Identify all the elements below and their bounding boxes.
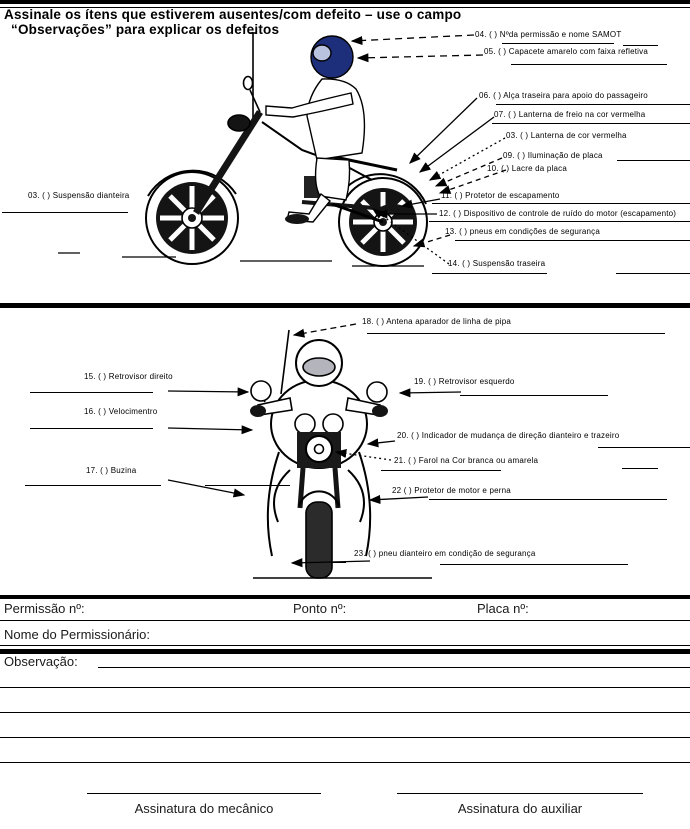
write-line: [455, 240, 690, 241]
headlight-side: [228, 115, 250, 131]
checklist-item-23: 23. ( ) pneu dianteiro em condição de segurança: [354, 549, 536, 558]
checklist-item-19: 19. ( ) Retrovisor esquerdo: [414, 377, 515, 386]
write-line: [0, 620, 690, 621]
motorcycle-side-view: [58, 33, 427, 266]
assistant-signature-line: [397, 793, 643, 794]
checklist-item-04: 04. ( ) Nºda permissão e nome SAMOT: [475, 30, 622, 39]
speedometer: [295, 414, 315, 434]
placa-number-label: Placa nº:: [477, 601, 529, 616]
front-wheel: [146, 172, 238, 264]
checklist-item-20: 20. ( ) Indicador de mudança de direção dianteiro e trazeiro: [397, 431, 620, 440]
write-line: [2, 212, 128, 213]
write-line: [98, 667, 690, 668]
write-line: [622, 468, 658, 469]
write-line: [432, 203, 690, 204]
tachometer: [323, 414, 343, 434]
write-line: [492, 123, 690, 124]
mechanic-signature-label: Assinatura do mecânico: [134, 801, 274, 816]
checklist-item-10: 10. ( ) Lacre da placa: [487, 164, 567, 173]
write-line: [367, 333, 665, 334]
write-line: [460, 395, 608, 396]
mechanic-signature-line: [87, 793, 321, 794]
checklist-item-15: 15. ( ) Retrovisor direito: [84, 372, 173, 381]
write-line: [0, 762, 690, 763]
observation-divider: [0, 649, 690, 654]
checklist-item-14: 14. ( ) Suspensão traseira: [448, 259, 546, 268]
observacao-label: Observação:: [4, 654, 78, 669]
write-line: [598, 447, 690, 448]
checklist-item-11: 11. ( ) Protetor de escapamento: [441, 191, 560, 200]
write-line: [30, 428, 153, 429]
write-line: [0, 687, 690, 688]
write-line: [616, 273, 690, 274]
left-mirror: [367, 382, 387, 402]
page-title-line1: Assinale os ítens que estiverem ausentes/com defeito – use o campo: [4, 7, 462, 22]
headlight-front: [306, 436, 332, 462]
write-line: [0, 712, 690, 713]
motorcycle-front-view: [250, 330, 432, 578]
mirror-side: [244, 77, 253, 90]
helmet-visor-side: [313, 45, 331, 61]
section-divider: [0, 303, 690, 308]
write-line: [0, 645, 690, 646]
permissionario-name-label: Nome do Permissionário:: [4, 627, 150, 642]
engine-guard-right: [348, 470, 364, 522]
right-mirror: [251, 381, 271, 401]
boot: [285, 214, 309, 224]
antenna-line-front: [281, 330, 289, 394]
write-line: [30, 392, 153, 393]
checklist-item-06: 06. ( ) Alça traseira para apoio do passageiro: [479, 91, 648, 100]
write-line: [440, 564, 628, 565]
checklist-item-12: 12. ( ) Dispositivo de controle de ruído do motor (escapamento): [439, 209, 677, 218]
write-line: [429, 499, 667, 500]
checklist-item-21: 21. ( ) Farol na Cor branca ou amarela: [394, 456, 539, 465]
engine-guard-left: [274, 470, 290, 522]
checklist-item-16: 16. ( ) Velocimentro: [84, 407, 158, 416]
checklist-item-07: 07. ( ) Lanterna de freio na cor vermelha: [494, 110, 646, 119]
assistant-signature-label: Assinatura do auxiliar: [457, 801, 583, 816]
write-line: [623, 45, 658, 46]
front-tire: [306, 502, 332, 578]
checklist-item-18: 18. ( ) Antena aparador de linha de pipa: [362, 317, 511, 326]
checklist-item-22: 22 ( ) Protetor de motor e perna: [392, 486, 511, 495]
write-line: [25, 485, 161, 486]
write-line: [381, 470, 501, 471]
write-line: [511, 64, 667, 65]
checklist-item-09: 09. ( ) Iluminação de placa: [503, 151, 603, 160]
write-line: [0, 737, 690, 738]
checklist-item-13: 13. ( ) pneus em condições de segurança: [445, 227, 600, 236]
write-line: [502, 43, 614, 44]
permissao-number-label: Permissão nº:: [4, 601, 85, 616]
form-top-rule: [0, 595, 690, 599]
write-line: [429, 221, 690, 222]
checklist-item-17: 17. ( ) Buzina: [86, 466, 137, 475]
write-line: [617, 160, 690, 161]
page-title-line2: “Observações” para explicar os defeitos: [11, 22, 280, 37]
write-line: [496, 104, 690, 105]
ponto-number-label: Ponto nº:: [293, 601, 347, 616]
checklist-item-05: 05. ( ) Capacete amarelo com faixa refletiva: [484, 47, 648, 56]
right-grip: [372, 405, 388, 417]
helmet-visor-front: [303, 358, 335, 376]
left-grip: [250, 405, 266, 417]
write-line: [330, 562, 346, 563]
write-line: [205, 485, 290, 486]
checklist-item-03-left: 03. ( ) Suspensão dianteira: [28, 191, 130, 200]
checklist-item-08: 03. ( ) Lanterna de cor vermelha: [506, 131, 627, 140]
write-line: [432, 273, 547, 274]
